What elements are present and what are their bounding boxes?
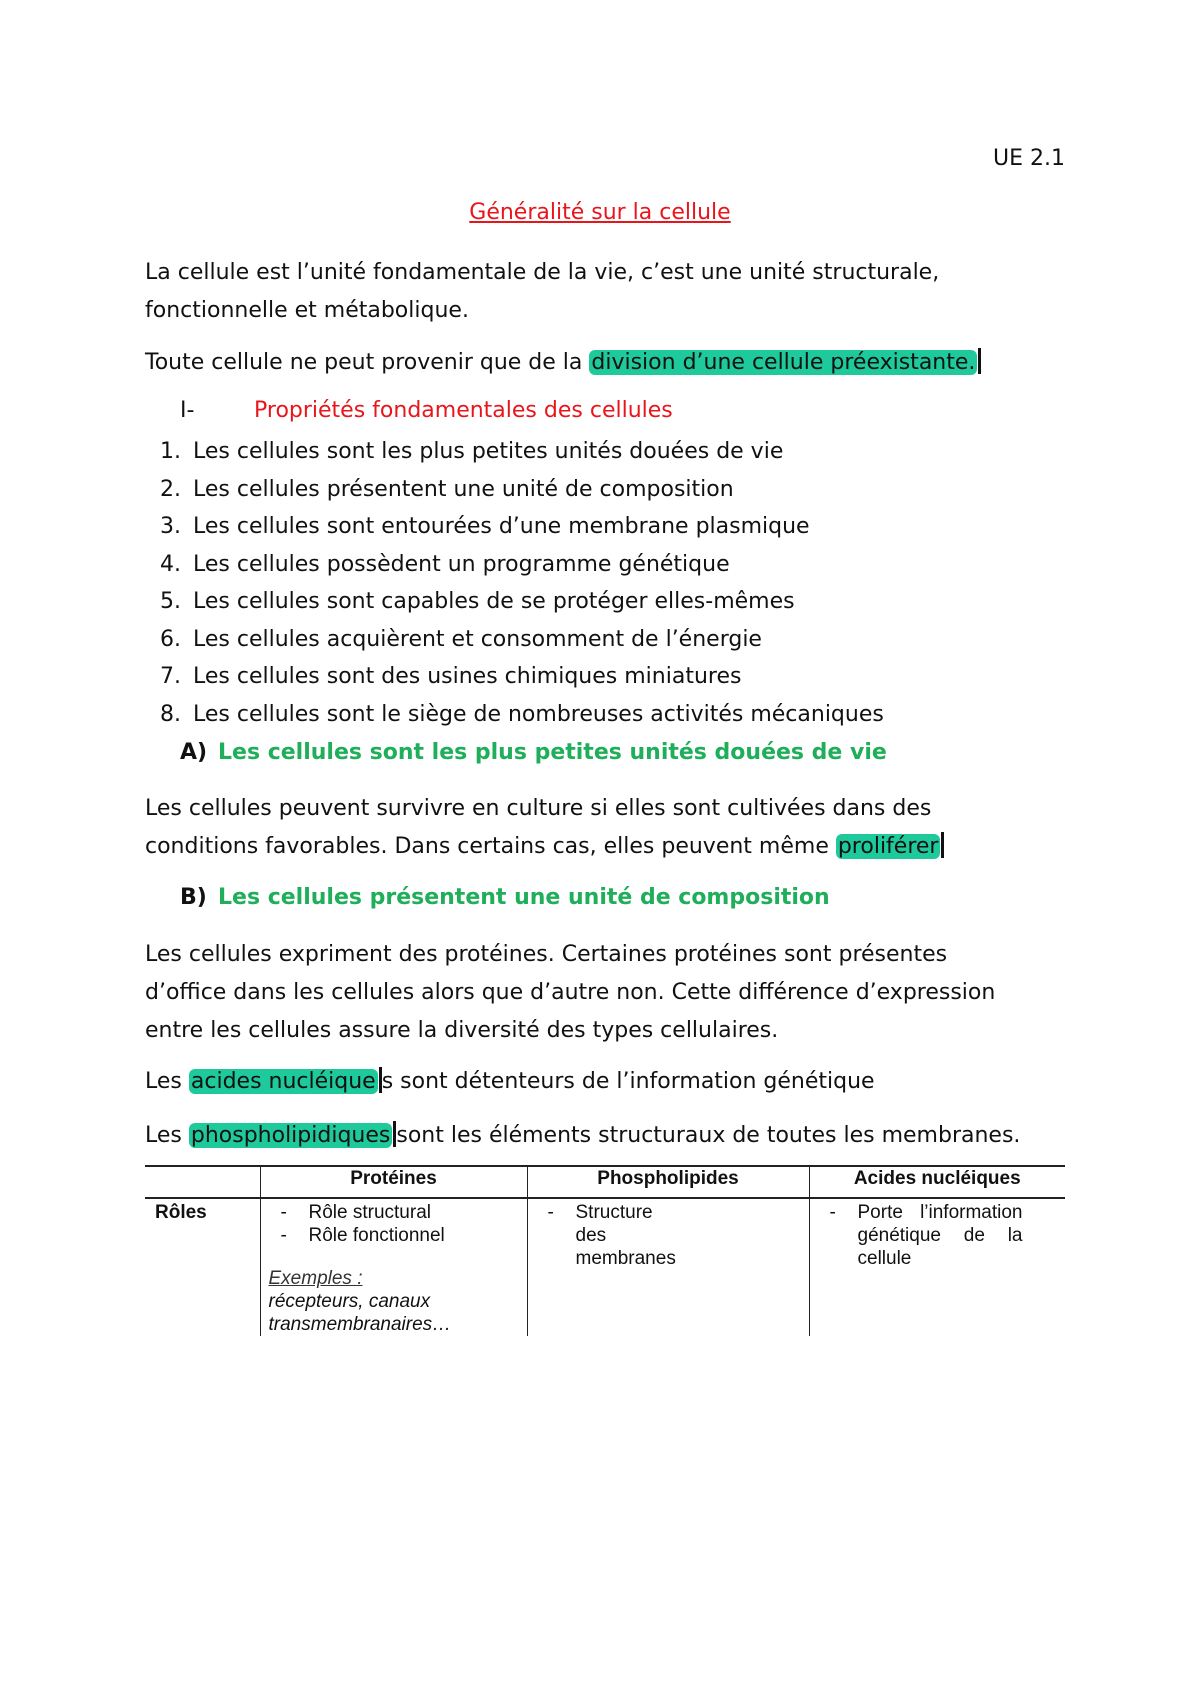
table-header <box>145 1166 260 1198</box>
text-cursor <box>978 348 981 374</box>
properties-list <box>145 433 884 733</box>
highlighted-text: acides nucléique <box>190 1069 376 1094</box>
subsection-heading-a <box>180 740 887 765</box>
list-item: 2. Les cellules présentent une unité de composition <box>160 476 734 502</box>
table-header: Phospholipides <box>527 1166 809 1198</box>
bullet-list <box>269 1201 519 1247</box>
subsection-title: Les cellules sont les plus petites unités douées de vie <box>218 740 887 765</box>
page-title: Généralité sur la cellule <box>469 200 731 225</box>
statement-text: Toute cellule ne peut provenir que de la <box>145 350 590 375</box>
row-label: Rôles <box>155 1202 207 1223</box>
section-heading-i <box>180 398 673 423</box>
list-item: - Porte l’information génétique de la cellule <box>818 1201 1023 1270</box>
list-item: 5. Les cellules sont capables de se protéger elles-mêmes <box>160 589 795 614</box>
paragraph-a: Les cellules peuvent survivre en culture si elles sont cultivées dans des conditions favorables. Dans certains cas, elles peuvent même proliférer <box>145 790 944 866</box>
list-item: 6. Les cellules acquièrent et consomment de l’énergie <box>160 626 762 652</box>
table-header: Acides nucléiques <box>809 1166 1065 1198</box>
table-cell-phospholipides <box>527 1198 809 1336</box>
paragraph-b-3: Les phospholipidiques sont les éléments structuraux de toutes les membranes. <box>145 1123 1021 1148</box>
table-cell-acides <box>809 1198 1065 1336</box>
list-item: - Rôle structural <box>269 1201 519 1224</box>
subsection-letter: B) <box>180 885 207 910</box>
subsection-letter: A) <box>180 740 208 765</box>
list-item: 8. Les cellules sont le siège de nombreuses activités mécaniques <box>160 701 884 727</box>
list-item: 1. Les cellules sont les plus petites unités douées de vie <box>160 439 784 464</box>
examples-text: transmembranaires… <box>268 1314 452 1335</box>
statement-paragraph <box>145 344 981 382</box>
highlighted-text: phospholipidiques <box>190 1123 391 1148</box>
list-item: - Structure des membranes <box>536 1201 686 1270</box>
list-item: 4. Les cellules possèdent un programme génétique <box>160 551 730 577</box>
section-numeral: I- <box>180 398 195 423</box>
paragraph-b-1: Les cellules expriment des protéines. Certaines protéines sont présentes d’office dans les cellules alors que d’autre non. Cette différence d’expression entre les cellules assure la diversité des types cellulaires. <box>145 942 996 1043</box>
roles-table <box>145 1165 1065 1336</box>
text-cursor <box>941 832 944 858</box>
section-title: Propriétés fondamentales des cellules <box>254 398 673 423</box>
examples-text: récepteurs, canaux <box>268 1291 431 1312</box>
table-header: Protéines <box>260 1166 527 1198</box>
intro-line-2: fonctionnelle et métabolique. <box>145 298 469 323</box>
examples-label: Exemples : <box>268 1268 363 1289</box>
bullet-list <box>536 1201 686 1270</box>
intro-paragraph <box>145 254 939 330</box>
subsection-heading-b <box>180 885 830 910</box>
intro-line-1: La cellule est l’unité fondamentale de la vie, c’est une unité structurale, <box>145 260 940 285</box>
list-item: 7. Les cellules sont des usines chimiques miniatures <box>160 664 742 689</box>
bullet-list <box>818 1201 1023 1270</box>
highlighted-text: division d’une cellule préexistante. <box>591 350 976 375</box>
highlighted-text: proliférer <box>837 834 939 859</box>
table-row <box>145 1198 1065 1336</box>
list-item: - Rôle fonctionnel <box>269 1224 519 1247</box>
table-header-row <box>145 1166 1065 1198</box>
course-code: UE 2.1 <box>993 146 1065 171</box>
paragraph-b-2: Les acides nucléique s sont détenteurs de l’information génétique <box>145 1069 875 1094</box>
list-item: 3. Les cellules sont entourées d’une membrane plasmique <box>160 514 810 539</box>
table-cell-proteines <box>260 1198 527 1336</box>
subsection-title: Les cellules présentent une unité de composition <box>218 885 830 910</box>
